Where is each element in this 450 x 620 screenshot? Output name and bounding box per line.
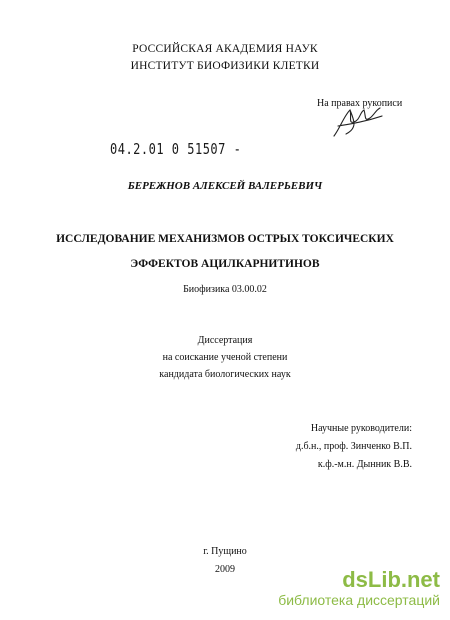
- dslib-logo: dsLib.net: [342, 567, 440, 592]
- dslib-watermark: [278, 568, 440, 608]
- registration-number: 04.2.01 0 51507 -: [110, 140, 242, 158]
- manuscript-note: На правах рукописи: [317, 98, 403, 109]
- dslib-subtitle: библиотека диссертаций: [278, 592, 440, 608]
- supervisors-heading: Научные руководители:: [310, 423, 412, 434]
- degree-line3: кандидата биологических наук: [159, 369, 291, 380]
- dissertation-title-line1: ИССЛЕДОВАНИЕ МЕХАНИЗМОВ ОСТРЫХ ТОКСИЧЕСКИХ: [56, 233, 394, 245]
- specialty: Биофизика 03.00.02: [183, 284, 267, 295]
- handwritten-signature: [330, 102, 390, 142]
- dissertation-title-line2: ЭФФЕКТОВ АЦИЛКАРНИТИНОВ: [130, 258, 320, 270]
- year: 2009: [215, 564, 235, 575]
- degree-line2: на соискание ученой степени: [162, 352, 288, 363]
- academy-name: РОССИЙСКАЯ АКАДЕМИЯ НАУК: [132, 43, 318, 55]
- supervisor-second: к.ф.-м.н. Дынник В.В.: [317, 459, 412, 470]
- supervisor-first: д.б.н., проф. Зинченко В.П.: [295, 441, 412, 452]
- degree-line1: Диссертация: [197, 335, 253, 346]
- city: г. Пущино: [203, 546, 247, 557]
- institute-name: ИНСТИТУТ БИОФИЗИКИ КЛЕТКИ: [130, 60, 320, 72]
- author-name: БЕРЕЖНОВ АЛЕКСЕЙ ВАЛЕРЬЕВИЧ: [127, 180, 323, 192]
